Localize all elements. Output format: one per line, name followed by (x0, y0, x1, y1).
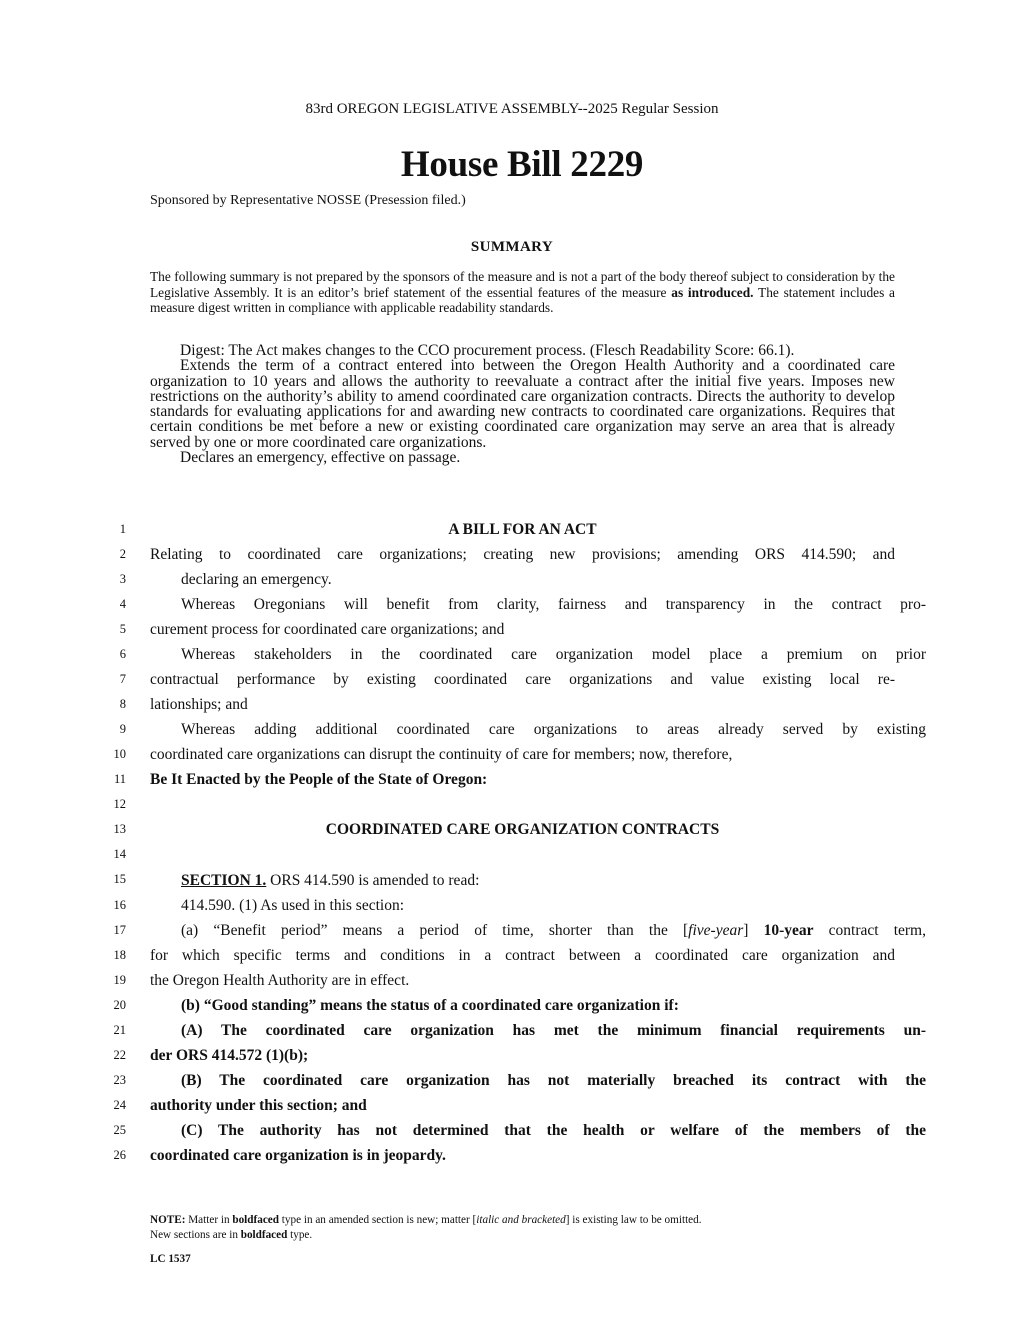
note-text: Matter in (185, 1214, 233, 1226)
inserted-text: 10-year (763, 922, 814, 939)
line-number: 17 (113, 923, 126, 937)
body-line: lationships; and (150, 696, 248, 713)
line-number: 8 (119, 697, 126, 711)
summary-digest (150, 343, 895, 465)
note-text: type. (287, 1229, 313, 1241)
footer-note (150, 1213, 910, 1243)
line-number: 22 (113, 1048, 126, 1062)
body-line: (b) “Good standing” means the status of a coordinated care organization if: (181, 997, 679, 1014)
body-line: Whereas adding additional coordinated care organizations to areas already served by existing (181, 721, 926, 738)
body-line: contractual performance by existing coordinated care organizations and value existing local re- (150, 671, 895, 688)
line-number: 14 (113, 847, 126, 861)
line-number: 21 (113, 1023, 126, 1037)
enacting-clause: Be It Enacted by the People of the State of Oregon: (150, 771, 488, 788)
body-line (150, 871, 926, 891)
summary-intro-text-2: The statement includes a measure digest written in compliance with applicable readability standards. (150, 284, 895, 315)
note-text: type in an amended section is new; matter [ (278, 1214, 477, 1226)
act-heading: A BILL FOR AN ACT (448, 521, 597, 538)
note-text: New sections are in (150, 1229, 241, 1241)
line-number: 1 (119, 522, 126, 536)
body-line: coordinated care organization is in jeopardy. (150, 1147, 446, 1164)
line-number: 18 (113, 948, 126, 962)
line-number: 7 (119, 672, 126, 686)
line-number: 12 (113, 797, 126, 811)
body-line: Whereas Oregonians will benefit from clarity, fairness and transparency in the contract pro- (181, 596, 926, 613)
extends-paragraph: Extends the term of a contract entered into between the Oregon Health Authority and a coordinated care organization to 10 years and allows the authority to reevaluate a contract after the initial five years. Imposes new restrictions on the authority’s ability to amend coordinated care organization contracts. Directs the authority to develop standards for evaluating applications for and awarding new contracts to coordinated care organizations. Requires that certain conditions be met before a new or existing coordinated care organization may serve an area that is already served by one or more coordinated care organizations. (150, 357, 895, 451)
note-italic: italic and bracketed (476, 1214, 566, 1226)
body-line: curement process for coordinated care organizations; and (150, 621, 505, 638)
line-number: 24 (113, 1098, 126, 1112)
body-line: der ORS 414.572 (1)(b); (150, 1047, 309, 1064)
line-number: 23 (113, 1073, 126, 1087)
line-number: 16 (113, 898, 126, 912)
body-line: the Oregon Health Authority are in effect. (150, 972, 410, 989)
body-text: (a) “Benefit period” means a period of time, shorter than the [ (181, 922, 689, 939)
note-bold: boldfaced (232, 1214, 279, 1226)
line-number: 4 (119, 597, 126, 611)
body-text: contract term, (813, 922, 926, 939)
summary-heading: SUMMARY (470, 239, 554, 255)
line-number: 26 (113, 1148, 126, 1162)
section-text: ORS 414.590 is amended to read: (266, 872, 480, 889)
line-number: 19 (113, 973, 126, 987)
body-line: authority under this section; and (150, 1097, 367, 1114)
line-number: 6 (119, 647, 126, 661)
body-line: Relating to coordinated care organizations; creating new provisions; amending ORS 414.590; and (150, 546, 895, 563)
deleted-text: five-year (688, 922, 744, 939)
line-number: 3 (119, 572, 126, 586)
line-number: 2 (119, 547, 126, 561)
body-text: ] (743, 922, 764, 939)
body-line: Whereas stakeholders in the coordinated care organization model place a premium on prior (181, 646, 926, 663)
bill-title: House Bill 2229 (400, 144, 644, 185)
body-line (150, 921, 926, 941)
section-label: SECTION 1. (181, 872, 267, 889)
line-number: 15 (113, 872, 126, 886)
body-line: (B) The coordinated care organization has not materially breached its contract with the (181, 1072, 926, 1089)
note-bold: boldfaced (240, 1229, 288, 1241)
body-line: (C) The authority has not determined that the health or welfare of the members of the (181, 1122, 926, 1139)
summary-intro-bold: as introduced. (671, 284, 754, 300)
line-number: 5 (119, 622, 126, 636)
line-number: 11 (113, 772, 126, 786)
body-line: for which specific terms and conditions in a contract between a coordinated care organization and (150, 947, 895, 964)
body-line: declaring an emergency. (181, 571, 332, 588)
summary-intro-text-1: The following summary is not prepared by the sponsors of the measure and is not a part of the body thereof subject to consideration by the Legislative Assembly. It is an editor’s brief statement of the essential features of the measure (150, 269, 895, 300)
sponsor-line: Sponsored by Representative NOSSE (Presession filed.) (150, 193, 466, 208)
line-number: 20 (113, 998, 126, 1012)
body-line: (A) The coordinated care organization has met the minimum financial requirements un- (181, 1022, 926, 1039)
note-text: ] is existing law to be omitted. (565, 1214, 702, 1226)
line-number: 13 (113, 822, 126, 836)
section-heading: COORDINATED CARE ORGANIZATION CONTRACTS (325, 821, 720, 838)
assembly-heading: 83rd OREGON LEGISLATIVE ASSEMBLY--2025 Regular Session (305, 101, 719, 117)
line-number: 10 (113, 747, 126, 761)
body-line: coordinated care organizations can disrupt the continuity of care for members; now, therefore, (150, 746, 733, 763)
summary-intro (150, 269, 895, 316)
digest-paragraph: Digest: The Act makes changes to the CCO procurement process. (Flesch Readability Score: 66.1). (180, 342, 795, 359)
body-line: 414.590. (1) As used in this section: (181, 897, 405, 914)
note-label: NOTE: (150, 1214, 186, 1226)
line-number: 25 (113, 1123, 126, 1137)
line-number: 9 (119, 722, 126, 736)
emergency-paragraph: Declares an emergency, effective on passage. (180, 449, 461, 467)
lc-number: LC 1537 (150, 1253, 191, 1265)
